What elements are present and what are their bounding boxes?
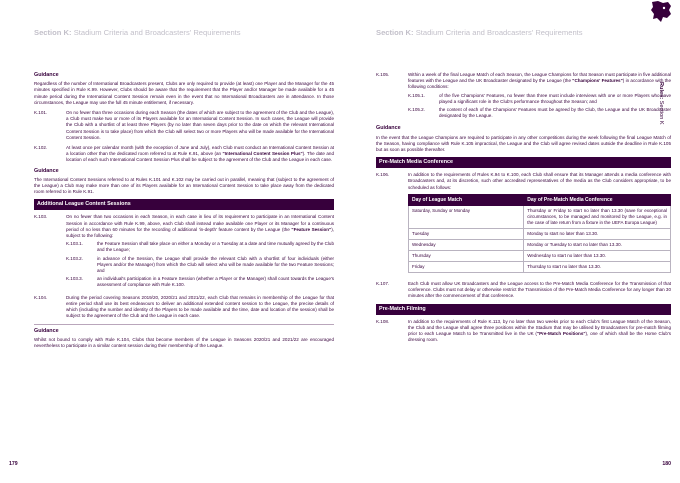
column-header: Day of Pre-Match Media Conference: [524, 194, 671, 205]
sub-rule-k103-3: K.103.3. an individual's participation in a Feature Session (whether a Player or the Manager) shall count towards the League's assessment of compliance with Rule K.100.: [66, 276, 334, 288]
rule-number: K.103.: [34, 214, 48, 220]
table-cell: Thursday to start no later than 13.30.: [524, 262, 671, 273]
table-row: [409, 240, 671, 251]
rule-k103: [34, 214, 334, 290]
section-bar-pre-match-filming: Pre-Match Filming: [376, 304, 671, 315]
page-number-right: 180: [662, 461, 671, 467]
table-cell: Saturday, Sunday or Monday: [409, 206, 524, 229]
sub-rule-k103-1: K.103.1. the Feature Session shall take place on either a Monday or a Tuesday at a date and time mutually agreed by the Club and the League;: [66, 241, 334, 253]
guidance-text: Whilst not bound to comply with Rule K.104, Clubs that become members of the League in Seasons 2020/21 and 2021/22 are encouraged nevertheless to participate in a similar content session during their membership of the League.: [34, 337, 334, 349]
guidance-heading: Guidance: [34, 72, 59, 78]
league-lion-logo-icon: [648, 0, 674, 24]
table-cell: Monday to start no later than 13.30.: [524, 229, 671, 240]
table-row: [409, 206, 671, 229]
guidance-heading: Guidance: [376, 125, 401, 132]
guidance-heading: Guidance: [34, 167, 59, 174]
rule-k106: [376, 172, 671, 277]
table-row: [409, 229, 671, 240]
rule-text: At least once per calendar month (with the exception of June and July), each Club must conduct an International Content Session at a location other than the dedicated room referred to at Rule K.91, above (an "International Content Session Plus"). The date and location of each such International Content Session Plus shall be subject to the agreement of the Club and the League in each case.: [66, 145, 334, 163]
table-row: [409, 262, 671, 273]
right-column: [376, 72, 671, 347]
rule-k102: [34, 145, 334, 164]
divider: [34, 324, 334, 325]
rule-text: On no fewer than two occasions in each Season, in each case in lieu of its requirement to participate in an International Content Session in accordance with Rule K.99, above, each Club shall instead make available one Player or its Manager for a continuous period of no less than 60 minutes for the recording of additional 'in-depth' feature content by the League (the "Feature Session"), subject to the following: K.103.1. the Feature Session shall take place on either a Monday or a Tuesday at a date and time mutually agreed by the Club and the League; K.103.2. in advance of the Session, the League shall provide the relevant Club with a shortlist of four individuals (either Players and/or the Manager) from which the Club will select who will be made available for the two Feature Sessions; and K.103.3. an individual's participation in a Feature Session (whether a Player or the Manager) shall count towards the League's assessment of compliance with Rule K.100.: [66, 214, 334, 288]
side-tab: Rules: Section K: [658, 82, 664, 125]
rule-text: In addition to the requirements of Rules K.94 to K.100, each Club shall ensure that its Manager attends a media conference with Broadcasters and, at its discretion, such other accredited representatives of the media as the Club considers appropriate, to be scheduled as follows: Day of League Match Day of Pre-Match Media Conference Saturday, Sunday or Monday Thursday or Friday to start no later than 13.30 (save for exceptional circumstances, to be managed and monitored by the League, e.g. in the case of late return from a fixture in the UEFA Europa League) Tuesday Monday to start no later than 13.30. Wednesday Monday or Tuesday to start no later than 13.30. Thursday Wednesday to start no later than 13.30. Friday Thursday to start no later than 13.30.: [408, 172, 671, 277]
rule-number: K.108.: [376, 318, 390, 324]
rule-text: On no fewer than three occasions during each Season (the dates of which are subject to the agreement of the Club and the League), a Club must make two or more of its Players available for an International Content Session. In such cases, the League will provide the Club with a shortlist of at least three Players (by no later than seven days prior to the date on which the relevant International Content Session is to take place) from which the Club will select two or more Players who will be made available for the International Content Session.: [66, 110, 334, 140]
rule-text: Within a week of the final League Match of each Season, the League Champions for that Season must participate in five additional features with the League and the UK Broadcaster designated by the League (the "Champions' Features") in accordance with the following conditions: K.105.1. of the five Champions' Features, no fewer than three must include interviews with one or more Players who have played a significant role in the Club's performance throughout the Season; and K.105.2. the content of each of the Champions' Features must be agreed by the Club, the League and the UK Broadcaster designated by the League.: [408, 72, 671, 119]
sub-rule-k105-2: K.105.2. the content of each of the Champions' Features must be agreed by the Club, the League and the UK Broadcaster designated by the League.: [408, 107, 671, 119]
guidance-text: The International Content Sessions referred to at Rules K.101 and K.102 may be carried out in parallel, meaning that (subject to the agreement of the League) a Club may make more than one of its Players available for an International Content Session to take place away from the dedicated room referred to in Rule K.91.: [34, 176, 334, 195]
rule-text: In addition to the requirements of Rule K.113, by no later than two weeks prior to each Club's first League Match of the Season, the Club and the League shall agree three positions within the Stadium that may be utilised by Broadcasters for pre-match filming prior to each League Match to be Transmitted live in the UK ("Pre-Match Positions"), one of which shall be the Home Club's dressing room.: [408, 318, 671, 343]
rule-k101: [34, 110, 334, 141]
right-page: [340, 0, 680, 483]
sub-rule-k103-2: K.103.2. in advance of the Session, the League shall provide the relevant Club with a shortlist of four individuals (either Players and/or the Manager) from which the Club will select who will be made available for the two Feature Sessions; and: [66, 255, 334, 274]
left-column: [34, 70, 334, 354]
rule-number: K.105.: [376, 72, 390, 77]
rule-k104: [34, 295, 334, 320]
table-cell: Tuesday: [409, 229, 524, 240]
table-cell: Thursday or Friday to start no later than 13.30 (save for exceptional circumstances, to be managed and monitored by the League, e.g. in the case of late return from a fixture in the UEFA Europa League): [524, 206, 671, 229]
guidance-text: Regardless of the number of International Broadcasters present, Clubs are only required to provide (at least) one Player and the Manager for the 45 minutes specified in Rule K.99. However, Clubs should be aware that the requirement that the Player and/or Manager be made available for a 45 minute period during the International Content Session remain even in the event that no International Broadcasters are in attendance. In those circumstances, the League may use the full 45 minute entitlement, if necessary.: [34, 81, 334, 105]
guidance-text: In the event that the League Champions are required to participate in any other competitions during the week following the final League Match of the Season, having compliance with Rule K.105 impractical, the League and the Club will agree revised dates outside the deadline in Rule K.105 but as soon as possible thereafter.: [376, 134, 671, 153]
table-cell: Thursday: [409, 251, 524, 262]
rule-k107: [376, 281, 671, 300]
rule-k108: [376, 319, 671, 344]
rule-text: During the period covering Seasons 2019/20, 2020/21 and 2021/22, each Club that remains in membership of the League for that entire period shall use its best endeavours to deliver an additional extended content session to the League, the precise details of which (including the number and identity of the Players to be made available and the time, date and location of the session) shall be subject to the agreement of the Club and the League in each case.: [66, 294, 334, 319]
section-header-right: Section K: Stadium Criteria and Broadcasters' Requirements: [376, 28, 583, 37]
table-cell: Friday: [409, 262, 524, 273]
rule-number: K.101.: [34, 110, 48, 116]
section-bar-pre-match-media: Pre-Match Media Conference: [376, 157, 671, 168]
table-cell: Monday or Tuesday to start no later than 13.30.: [524, 240, 671, 251]
media-conference-table: [408, 194, 671, 273]
section-bar-additional-content: Additional League Content Sessions: [34, 199, 334, 210]
page-number-left: 179: [9, 461, 18, 467]
rule-number: K.104.: [34, 294, 48, 300]
table-cell: Wednesday: [409, 240, 524, 251]
rule-number: K.102.: [34, 145, 48, 151]
rule-k105: [376, 72, 671, 121]
rule-text: Each Club must allow UK Broadcasters and the League access to the Pre-Match Media Conference for the Transmission of that conference. Clubs must not delay or otherwise restrict the Transmission of the Pre-Match Media Conference for any longer than 30 minutes after the commencement of that conference.: [408, 281, 671, 299]
table-row: [409, 251, 671, 262]
section-header-left: Section K: Stadium Criteria and Broadcasters' Requirements: [34, 28, 241, 37]
table-header-row: [409, 194, 671, 205]
column-header: Day of League Match: [409, 194, 524, 205]
rule-number: K.107.: [376, 281, 390, 287]
rule-number: K.106.: [376, 172, 390, 178]
sub-rule-k105-1: K.105.1. of the five Champions' Features, no fewer than three must include interviews with one or more Players who have played a significant role in the Club's performance throughout the Season; and: [408, 92, 671, 104]
table-cell: Wednesday to start no later than 13.30.: [524, 251, 671, 262]
guidance-heading: Guidance: [34, 328, 59, 334]
